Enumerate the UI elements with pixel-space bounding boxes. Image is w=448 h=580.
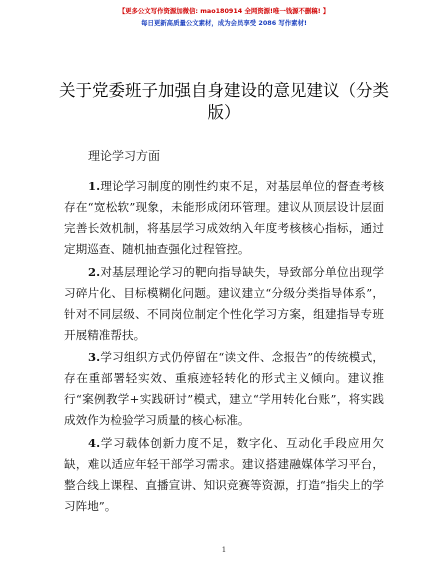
paragraph-text: 学习载体创新力度不足，数字化、互动化手段应用欠缺，难以适应年轻干部学习需求。建议搭建融媒体学习平台，整合线上课程、直播宣讲、知识竞赛等资源，打造“指尖上的学习阵地”。 xyxy=(64,436,384,513)
paragraph-number: 1. xyxy=(88,179,101,193)
promo-banner-line-2: 每日更新高质量公文素材，成为会员享受 2086 写作素材! xyxy=(141,19,307,27)
paragraph-number: 3. xyxy=(88,350,101,364)
paragraph-text: 学习组织方式仍停留在“读文件、念报告”的传统模式，存在重部署轻实效、重痕迹轻转化的形式主义倾向。建议推行“案例教学+实践研讨”模式，建立“学用转化台账”，将实践成效作为检验学习质量的核心标准。 xyxy=(64,350,384,427)
paragraph-3 xyxy=(64,347,384,431)
paragraph-2 xyxy=(64,262,384,346)
paragraph-1 xyxy=(64,176,384,260)
page-number: 1 xyxy=(221,546,227,554)
paragraph-text: 对基层理论学习的靶向指导缺失，导致部分单位出现学习碎片化、目标模糊化问题。建议建立“分级分类指导体系”，针对不同层级、不同岗位制定个性化学习方案，组建指导专班开展精准帮扶。 xyxy=(64,265,384,342)
document-title: 关于党委班子加强自身建设的意见建议（分类版） xyxy=(59,81,389,122)
paragraph-text: 理论学习制度的刚性约束不足，对基层单位的督查考核存在“宽松软”现象，未能形成闭环管理。建议从顶层设计层面完善长效机制，将基层学习成效纳入年度考核核心指标，通过定期巡查、随机抽查强化过程管控。 xyxy=(64,179,384,256)
paragraph-4 xyxy=(64,433,384,517)
paragraph-number: 4. xyxy=(88,436,101,450)
paragraph-number: 2. xyxy=(88,265,101,279)
section-heading: 理论学习方面 xyxy=(88,149,161,163)
promo-banner xyxy=(0,6,448,28)
promo-banner-line-1: 【更多公文写作资源加微信: mao180914 全网资源!唯一钱源不删稿! 】 xyxy=(118,7,330,15)
